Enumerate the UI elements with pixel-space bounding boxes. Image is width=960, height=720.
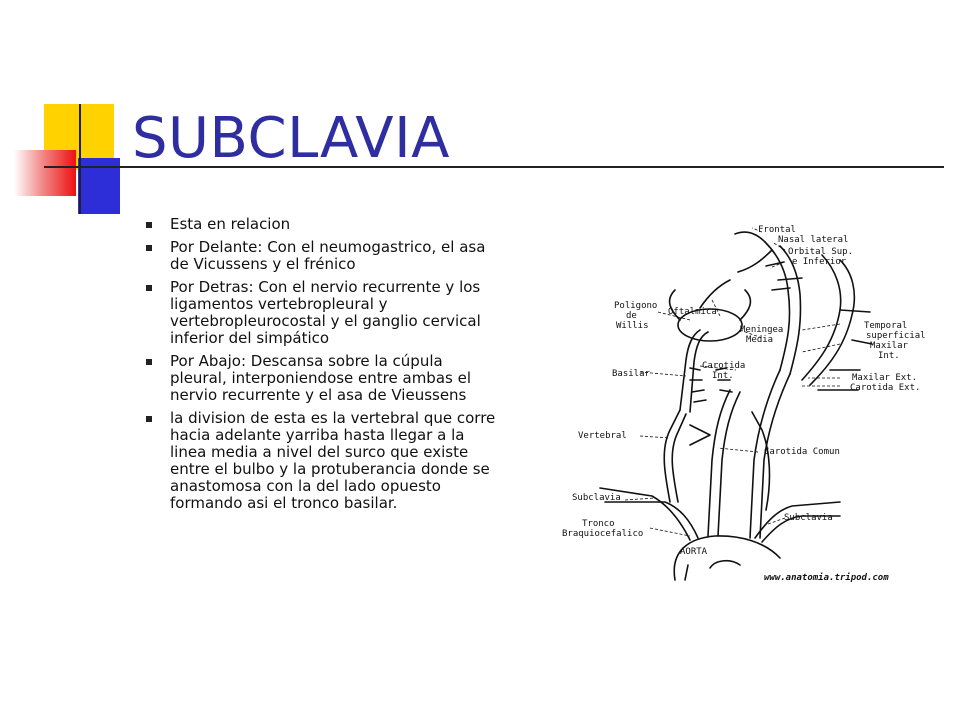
label-poligono-2: de	[626, 311, 637, 321]
bullet-item	[146, 410, 504, 512]
label-orbital-2: e Inferior	[792, 257, 847, 267]
bullet-text: Por Detras: Con el nervio recurrente y los ligamentos vertebropleural y vertebropleurocostal y el ganglio cervical inferior del simpático	[170, 278, 481, 347]
label-tronco-2: Braquiocefalico	[562, 529, 644, 539]
square-bullet-icon	[146, 285, 152, 291]
label-carext: Carotida Ext.	[850, 383, 921, 393]
label-source: www.anatomia.tripod.com	[764, 573, 889, 583]
label-maxext: Maxilar Ext.	[852, 373, 918, 383]
label-leader-lines	[625, 228, 840, 536]
label-meningea-1: Meningea	[740, 325, 784, 335]
label-frontal: Frontal	[758, 225, 796, 235]
bullet-list	[146, 216, 504, 518]
artery-diagram	[540, 220, 945, 590]
label-subclavia-left: Subclavia	[572, 493, 621, 503]
bullet-text: Esta en relacion	[170, 215, 291, 233]
label-carcomun: Carotida Comun	[764, 447, 840, 457]
bullet-item	[146, 239, 504, 273]
bullet-text: la division de esta es la vertebral que corre hacia adelante yarriba hasta llegar a la linea media a nivel del surco que existe entre el bulbo y la protuberancia donde se anastomosa con la del lado opuesto formando asi el tronco basilar.	[170, 409, 496, 512]
label-maxint-2: Int.	[878, 351, 900, 361]
label-temporal-1: Temporal	[864, 321, 908, 331]
decor-red-gradient	[14, 150, 76, 196]
label-vertebral: Vertebral	[578, 431, 627, 441]
bullet-text: Por Abajo: Descansa sobre la cúpula pleural, interponiendose entre ambas el nervio recurrente y el asa de Vieussens	[170, 352, 472, 404]
square-bullet-icon	[146, 416, 152, 422]
label-orbital-1: Orbital Sup.	[788, 247, 854, 257]
bullet-item	[146, 279, 504, 347]
bullet-text: Por Delante: Con el neumogastrico, el asa de Vicussens y el frénico	[170, 238, 486, 273]
label-temporal-2: superficial	[866, 331, 926, 341]
label-maxint-1: Maxilar	[870, 341, 908, 351]
label-basilar: Basilar	[612, 369, 650, 379]
label-tronco-1: Tronco	[582, 519, 615, 529]
label-poligono-3: Willis	[616, 321, 649, 331]
square-bullet-icon	[146, 222, 152, 228]
label-subclavia-right: Subclavia	[784, 513, 833, 523]
label-oftalmica: Oftalmica	[668, 307, 717, 317]
label-carint-1: Carotida	[702, 361, 746, 371]
square-bullet-icon	[146, 245, 152, 251]
artery-diagram-svg	[540, 220, 945, 590]
label-carint-2: Int.	[712, 371, 734, 381]
slide-title: SUBCLAVIA	[132, 106, 450, 171]
label-poligono-1: Poligono	[614, 301, 658, 311]
bullet-item	[146, 353, 504, 404]
label-aorta: AORTA	[680, 547, 708, 557]
label-nasal: Nasal lateral	[778, 235, 849, 245]
label-meningea-2: Media	[746, 335, 774, 345]
bullet-item	[146, 216, 504, 233]
square-bullet-icon	[146, 359, 152, 365]
decor-vertical-line	[79, 104, 81, 214]
artery-drawing	[600, 232, 872, 580]
